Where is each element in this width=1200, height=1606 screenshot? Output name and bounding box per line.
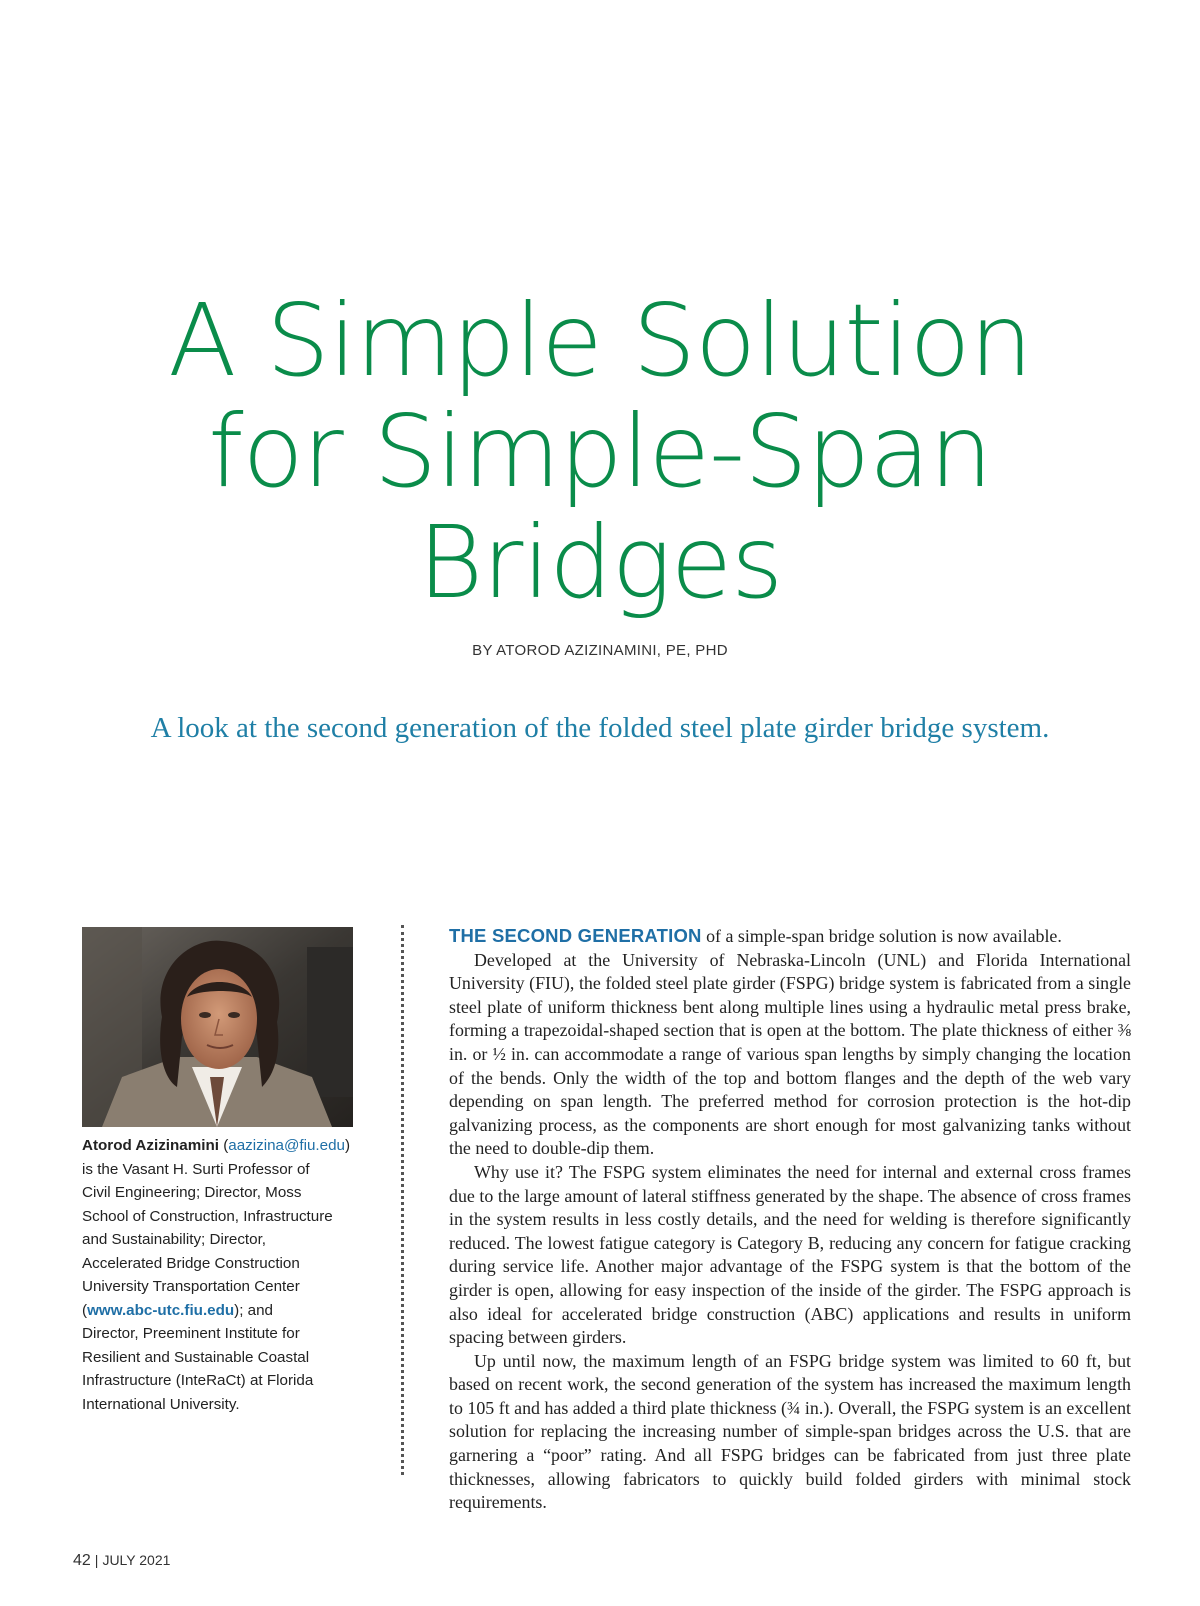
column-divider — [401, 925, 404, 1475]
article-body — [449, 924, 1131, 1515]
lead-rest: of a simple-span bridge solution is now available. — [701, 926, 1062, 946]
body-lead-paragraph — [449, 924, 1131, 949]
footer-separator: | — [94, 1552, 99, 1568]
bio-website-close: ); and — [234, 1301, 274, 1319]
bio-website-open: ( — [82, 1301, 88, 1319]
author-email-link[interactable]: aazizina@fiu.edu — [228, 1137, 345, 1154]
deck-subtitle: A look at the second generation of the folded steel plate girder bridge system. — [150, 712, 1050, 744]
title-line-3: Bridges — [417, 504, 783, 621]
page-footer — [73, 1552, 170, 1570]
byline: BY ATOROD AZIZINAMINI, PE, PHD — [472, 642, 728, 659]
page-number: 42 — [73, 1552, 91, 1569]
bio-line: Resilient and Sustainable Coastal — [82, 1348, 310, 1366]
issue-date: JULY 2021 — [102, 1552, 171, 1568]
bio-line: is the Vasant H. Surti Professor of — [82, 1160, 310, 1178]
bio-line: School of Construction, Infrastructure — [82, 1207, 333, 1225]
bio-paren-open: ( — [218, 1137, 229, 1154]
bio-website-line — [82, 1299, 374, 1323]
body-paragraph-2: Why use it? The FSPG system eliminates the need for internal and external cross frames due to the large amount of lateral stiffness generated by the shape. The absence of cross frames in the system results in less costly details, and the need for welding is therefore significantly reduced. The lowest fatigue category is Category B, reducing any concern for fatigue cracking during service life. Another major advantage of the FSPG system is that the bottom of the girder is open, allowing for easy inspection of the inside of the girder. The FSPG approach is also ideal for accelerated bridge construction (ABC) applications and results in uniform spacing between girders. — [449, 1161, 1131, 1348]
bio-paren-close: ) — [345, 1137, 351, 1154]
author-bio — [82, 1134, 374, 1416]
bio-line: University Transportation Center — [82, 1278, 300, 1295]
bio-line: Accelerated Bridge Construction — [82, 1254, 300, 1272]
bio-line: and Sustainability; Director, — [82, 1231, 267, 1248]
lead-in: THE SECOND GENERATION — [449, 925, 702, 946]
bio-line: Director, Preeminent Institute for — [82, 1325, 300, 1342]
author-photo — [82, 927, 353, 1127]
author-name: Atorod Azizinamini — [82, 1137, 219, 1154]
bio-first-line — [82, 1134, 374, 1158]
title-line-2: for Simple-Span — [208, 393, 992, 510]
article-title — [40, 282, 1160, 621]
bio-line: International University. — [82, 1395, 240, 1413]
author-portrait-icon — [82, 927, 353, 1127]
bio-line: Infrastructure (InteRaCt) at Florida — [82, 1372, 314, 1389]
bio-line: Civil Engineering; Director, Moss — [82, 1184, 302, 1201]
title-line-1: A Simple Solution — [168, 282, 1032, 399]
body-paragraph-3: Up until now, the maximum length of an FSPG bridge system was limited to 60 ft, but based on recent work, the second generation of the system has increased the maximum length to 105 ft and has added a third plate thickness (¾ in.). Overall, the FSPG system is an excellent solution for replacing the increasing number of simple-span bridges across the U.S. that are garnering a “poor” rating. And all FSPG bridges can be fabricated from just three plate thicknesses, allowing fabricators to quickly build folded girders with minimal stock requirements. — [449, 1350, 1131, 1513]
body-paragraph-1: Developed at the University of Nebraska-Lincoln (UNL) and Florida International University (FIU), the folded steel plate girder (FSPG) bridge system is fabricated from a single steel plate of uniform thickness bent along multiple lines using a hydraulic metal press brake, forming a trapezoidal-shaped section that is open at the bottom. The plate thickness of either ⅜ in. or ½ in. can accommodate a range of various span lengths by simply changing the location of the bends. Only the width of the top and bottom flanges and the depth of the web vary depending on span length. The preferred method for corrosion protection is the hot-dip galvanizing process, as the components are short enough for most galvanizing tanks without the need to double-dip them. — [449, 949, 1131, 1159]
website-link[interactable]: www.abc-utc.fiu.edu — [87, 1301, 235, 1319]
